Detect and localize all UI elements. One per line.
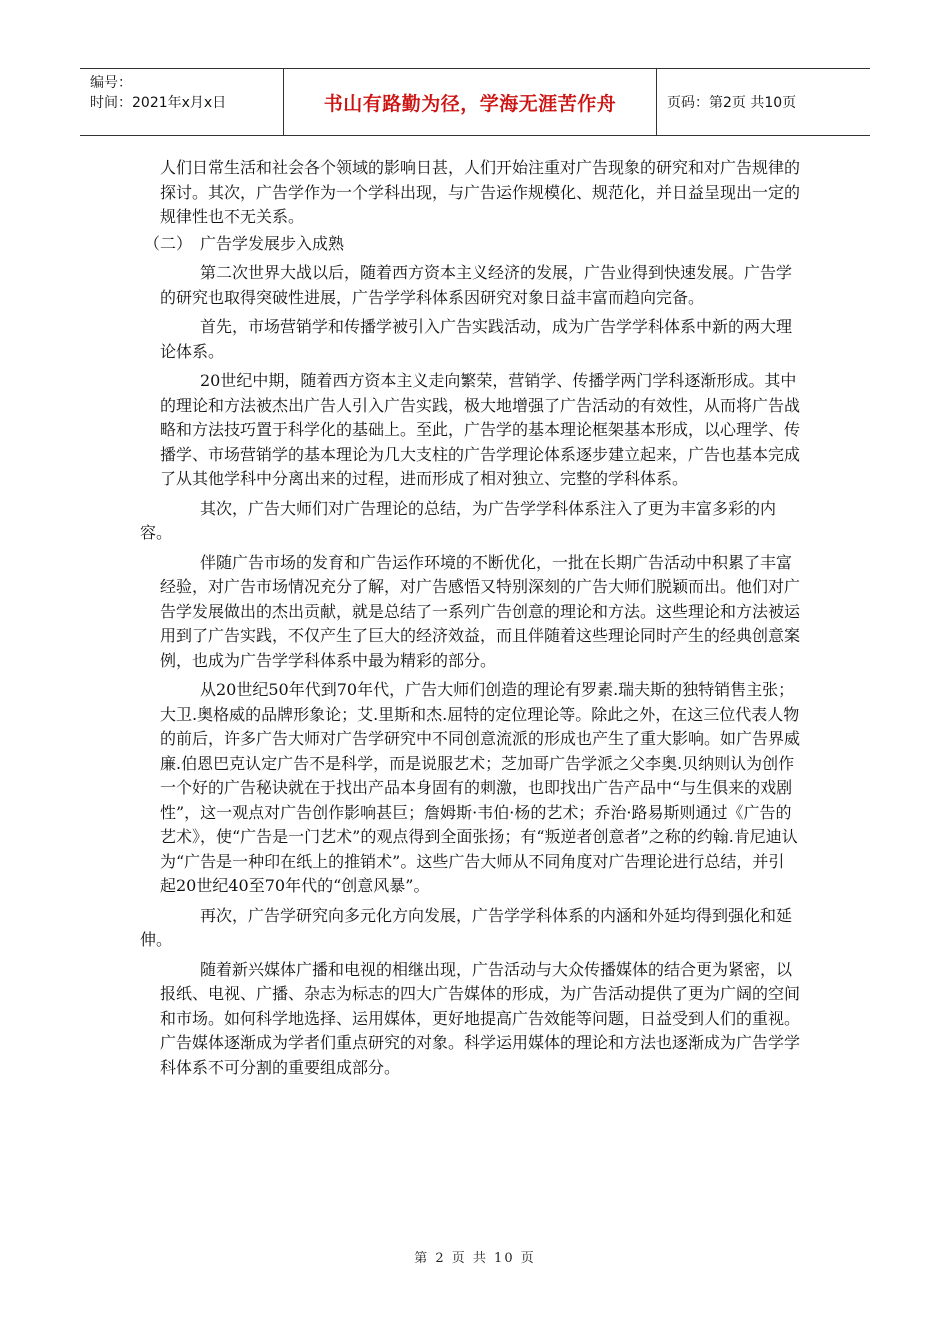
- paragraph: 首先，市场营销学和传播学被引入广告实践活动，成为广告学学科体系中新的两大理论体系。: [160, 317, 793, 361]
- document-number-label: 编号：: [90, 75, 132, 91]
- page-footer: 第 2 页 共 10 页: [414, 1251, 536, 1266]
- page-header: [80, 68, 870, 136]
- paragraph: 从20世纪50年代到70年代，广告大师们创造的理论有罗素.瑞夫斯的独特销售主张；大卫.奥格威的品牌形象论；艾.里斯和杰.屈特的定位理论等。除此之外，在这三位代表人物的前后，许多广告大师对广告学研究中不同创意流派的形成也产生了重大影响。如广告界威廉.伯恩巴克认定广告不是科学，而是说服艺术；芝加哥广告学派之父李奥.贝纳则认为创作一个好的广告秘诀就在于找出产品本身固有的刺激，也即找出广告产品中“与生俱来的戏剧性”，这一观点对广告创作影响甚巨；詹姆斯·韦伯·杨的艺术；乔治·路易斯则通过《广告的艺术》，使“广告是一门艺术”的观点得到全面张扬；有“叛逆者创意者”之称的约翰.肯尼迪认为“广告是一种印在纸上的推销术”。这些广告大师从不同角度对广告理论进行总结，并引起20世纪40至70年代的“创意风暴”。: [160, 680, 801, 895]
- document-body: [140, 156, 800, 1080]
- header-motto: 书山有路勤为径，学海无涯苦作舟: [283, 69, 657, 135]
- paragraph: 人们日常生活和社会各个领域的影响日甚，人们开始注重对广告现象的研究和对广告规律的探讨。其次，广告学作为一个学科出现，与广告运作规模化、规范化，并日益呈现出一定的规律性也不无关系。: [160, 158, 801, 226]
- paragraph: 伴随广告市场的发育和广告运作环境的不断优化，一批在长期广告活动中积累了丰富经验，对广告市场情况充分了解，对广告感悟又特别深刻的广告大师们脱颖而出。他们对广告学发展做出的杰出贡献，就是总结了一系列广告创意的理论和方法。这些理论和方法被运用到了广告实践，不仅产生了巨大的经济效益，而且伴随着这些理论同时产生的经典创意案例，也成为广告学学科体系中最为精彩的部分。: [160, 552, 801, 670]
- paragraph: 再次，广告学研究向多元化方向发展，广告学学科体系的内涵和外延均得到强化和延伸。: [140, 905, 793, 949]
- header-meta: [80, 69, 283, 135]
- paragraph: 其次，广告大师们对广告理论的总结，为广告学学科体系注入了更为丰富多彩的内容。: [140, 498, 777, 542]
- document-time-label: 时间：2021年x月x日: [90, 95, 227, 111]
- paragraph: 第二次世界大战以后，随着西方资本主义经济的发展，广告业得到快速发展。广告学的研究也取得突破性进展，广告学学科体系因研究对象日益丰富而趋向完备。: [160, 263, 793, 307]
- paragraph: 随着新兴媒体广播和电视的相继出现，广告活动与大众传播媒体的结合更为紧密，以报纸、电视、广播、杂志为标志的四大广告媒体的形成，为广告活动提供了更为广阔的空间和市场。如何科学地选择、运用媒体，更好地提高广告效能等问题，日益受到人们的重视。广告媒体逐渐成为学者们重点研究的对象。科学运用媒体的理论和方法也逐渐成为广告学学科体系不可分割的重要组成部分。: [160, 959, 801, 1077]
- header-page-info: 页码：第2页 共10页: [667, 95, 797, 111]
- paragraph: 20世纪中期，随着西方资本主义走向繁荣，营销学、传播学两门学科逐渐形成。其中的理论和方法被杰出广告人引入广告实践，极大地增强了广告活动的有效性，从而将广告战略和方法技巧置于科学化的基础上。至此，广告学的基本理论框架基本形成，以心理学、传播学、市场营销学的基本理论为几大支柱的广告学理论体系逐步建立起来，广告也基本完成了从其他学科中分离出来的过程，进而形成了相对独立、完整的学科体系。: [160, 371, 801, 488]
- section-heading: （二） 广告学发展步入成熟: [144, 233, 345, 253]
